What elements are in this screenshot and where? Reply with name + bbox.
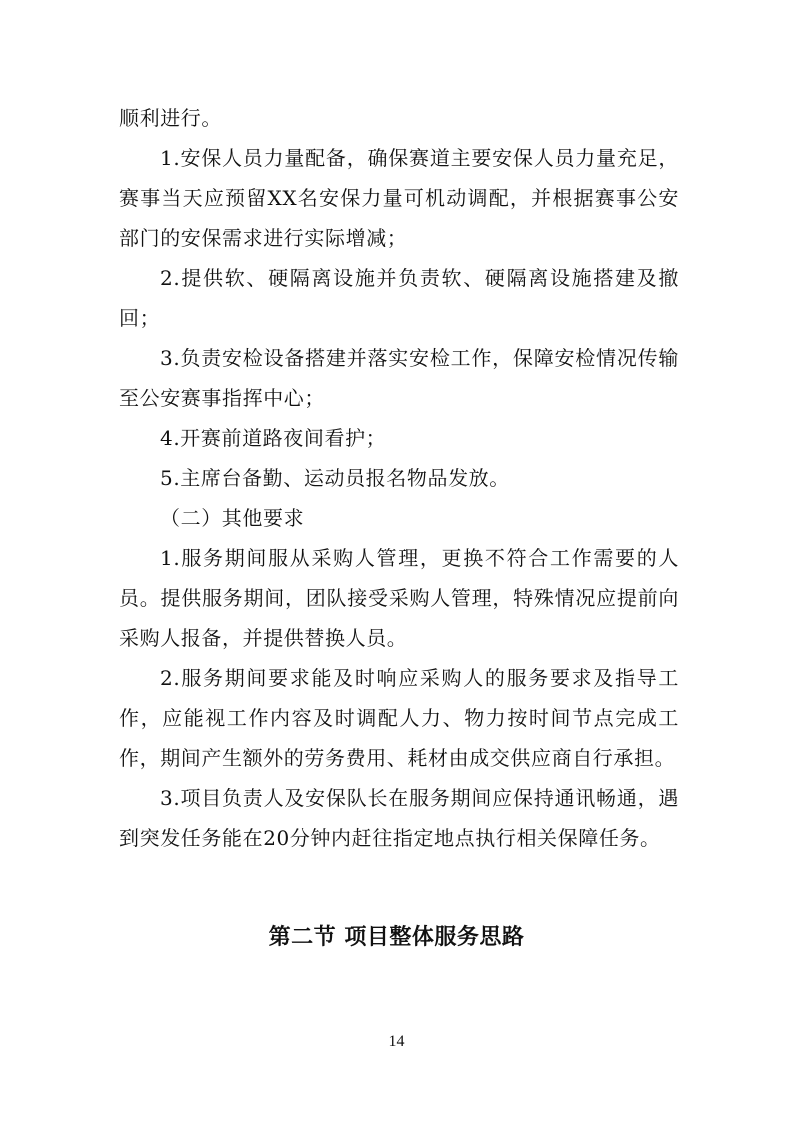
paragraph-item-rostrum-duty: 5.主席台备勤、运动员报名物品发放。 [160, 466, 510, 490]
paragraph-item-security-staffing: 1.安保人员力量配备，确保赛道主要安保人员力量充足，赛事当天应预留XX名安保力量可机动调配，并根据赛事公安部门的安保需求进行实际增减； [119, 146, 679, 250]
page-number: 14 [388, 1033, 405, 1050]
paragraph-item-communication: 3.项目负责人及安保队长在服务期间应保持通讯畅通，遇到突发任务能在20分钟内赶往指定地点执行相关保障任务。 [119, 786, 679, 850]
subheading-other-requirements: （二）其他要求 [160, 506, 305, 530]
paragraph-item-night-guard: 4.开赛前道路夜间看护； [160, 426, 387, 450]
paragraph-item-response: 2.服务期间要求能及时响应采购人的服务要求及指导工作，应能视工作内容及时调配人力、物力按时间节点完成工作，期间产生额外的劳务费用、耗材由成交供应商自行承担。 [119, 666, 679, 770]
body-text [119, 98, 679, 858]
section-title: 第二节 项目整体服务思路 [268, 925, 525, 950]
paragraph-item-isolation-facilities: 2.提供软、硬隔离设施并负责软、硬隔离设施搭建及撤回； [119, 266, 679, 330]
paragraph-continuation: 顺利进行。 [119, 106, 222, 130]
paragraph-item-management: 1.服务期间服从采购人管理，更换不符合工作需要的人员。提供服务期间，团队接受采购人管理，特殊情况应提前向采购人报备，并提供替换人员。 [119, 546, 679, 650]
paragraph-item-security-check: 3.负责安检设备搭建并落实安检工作，保障安检情况传输至公安赛事指挥中心； [119, 346, 679, 410]
